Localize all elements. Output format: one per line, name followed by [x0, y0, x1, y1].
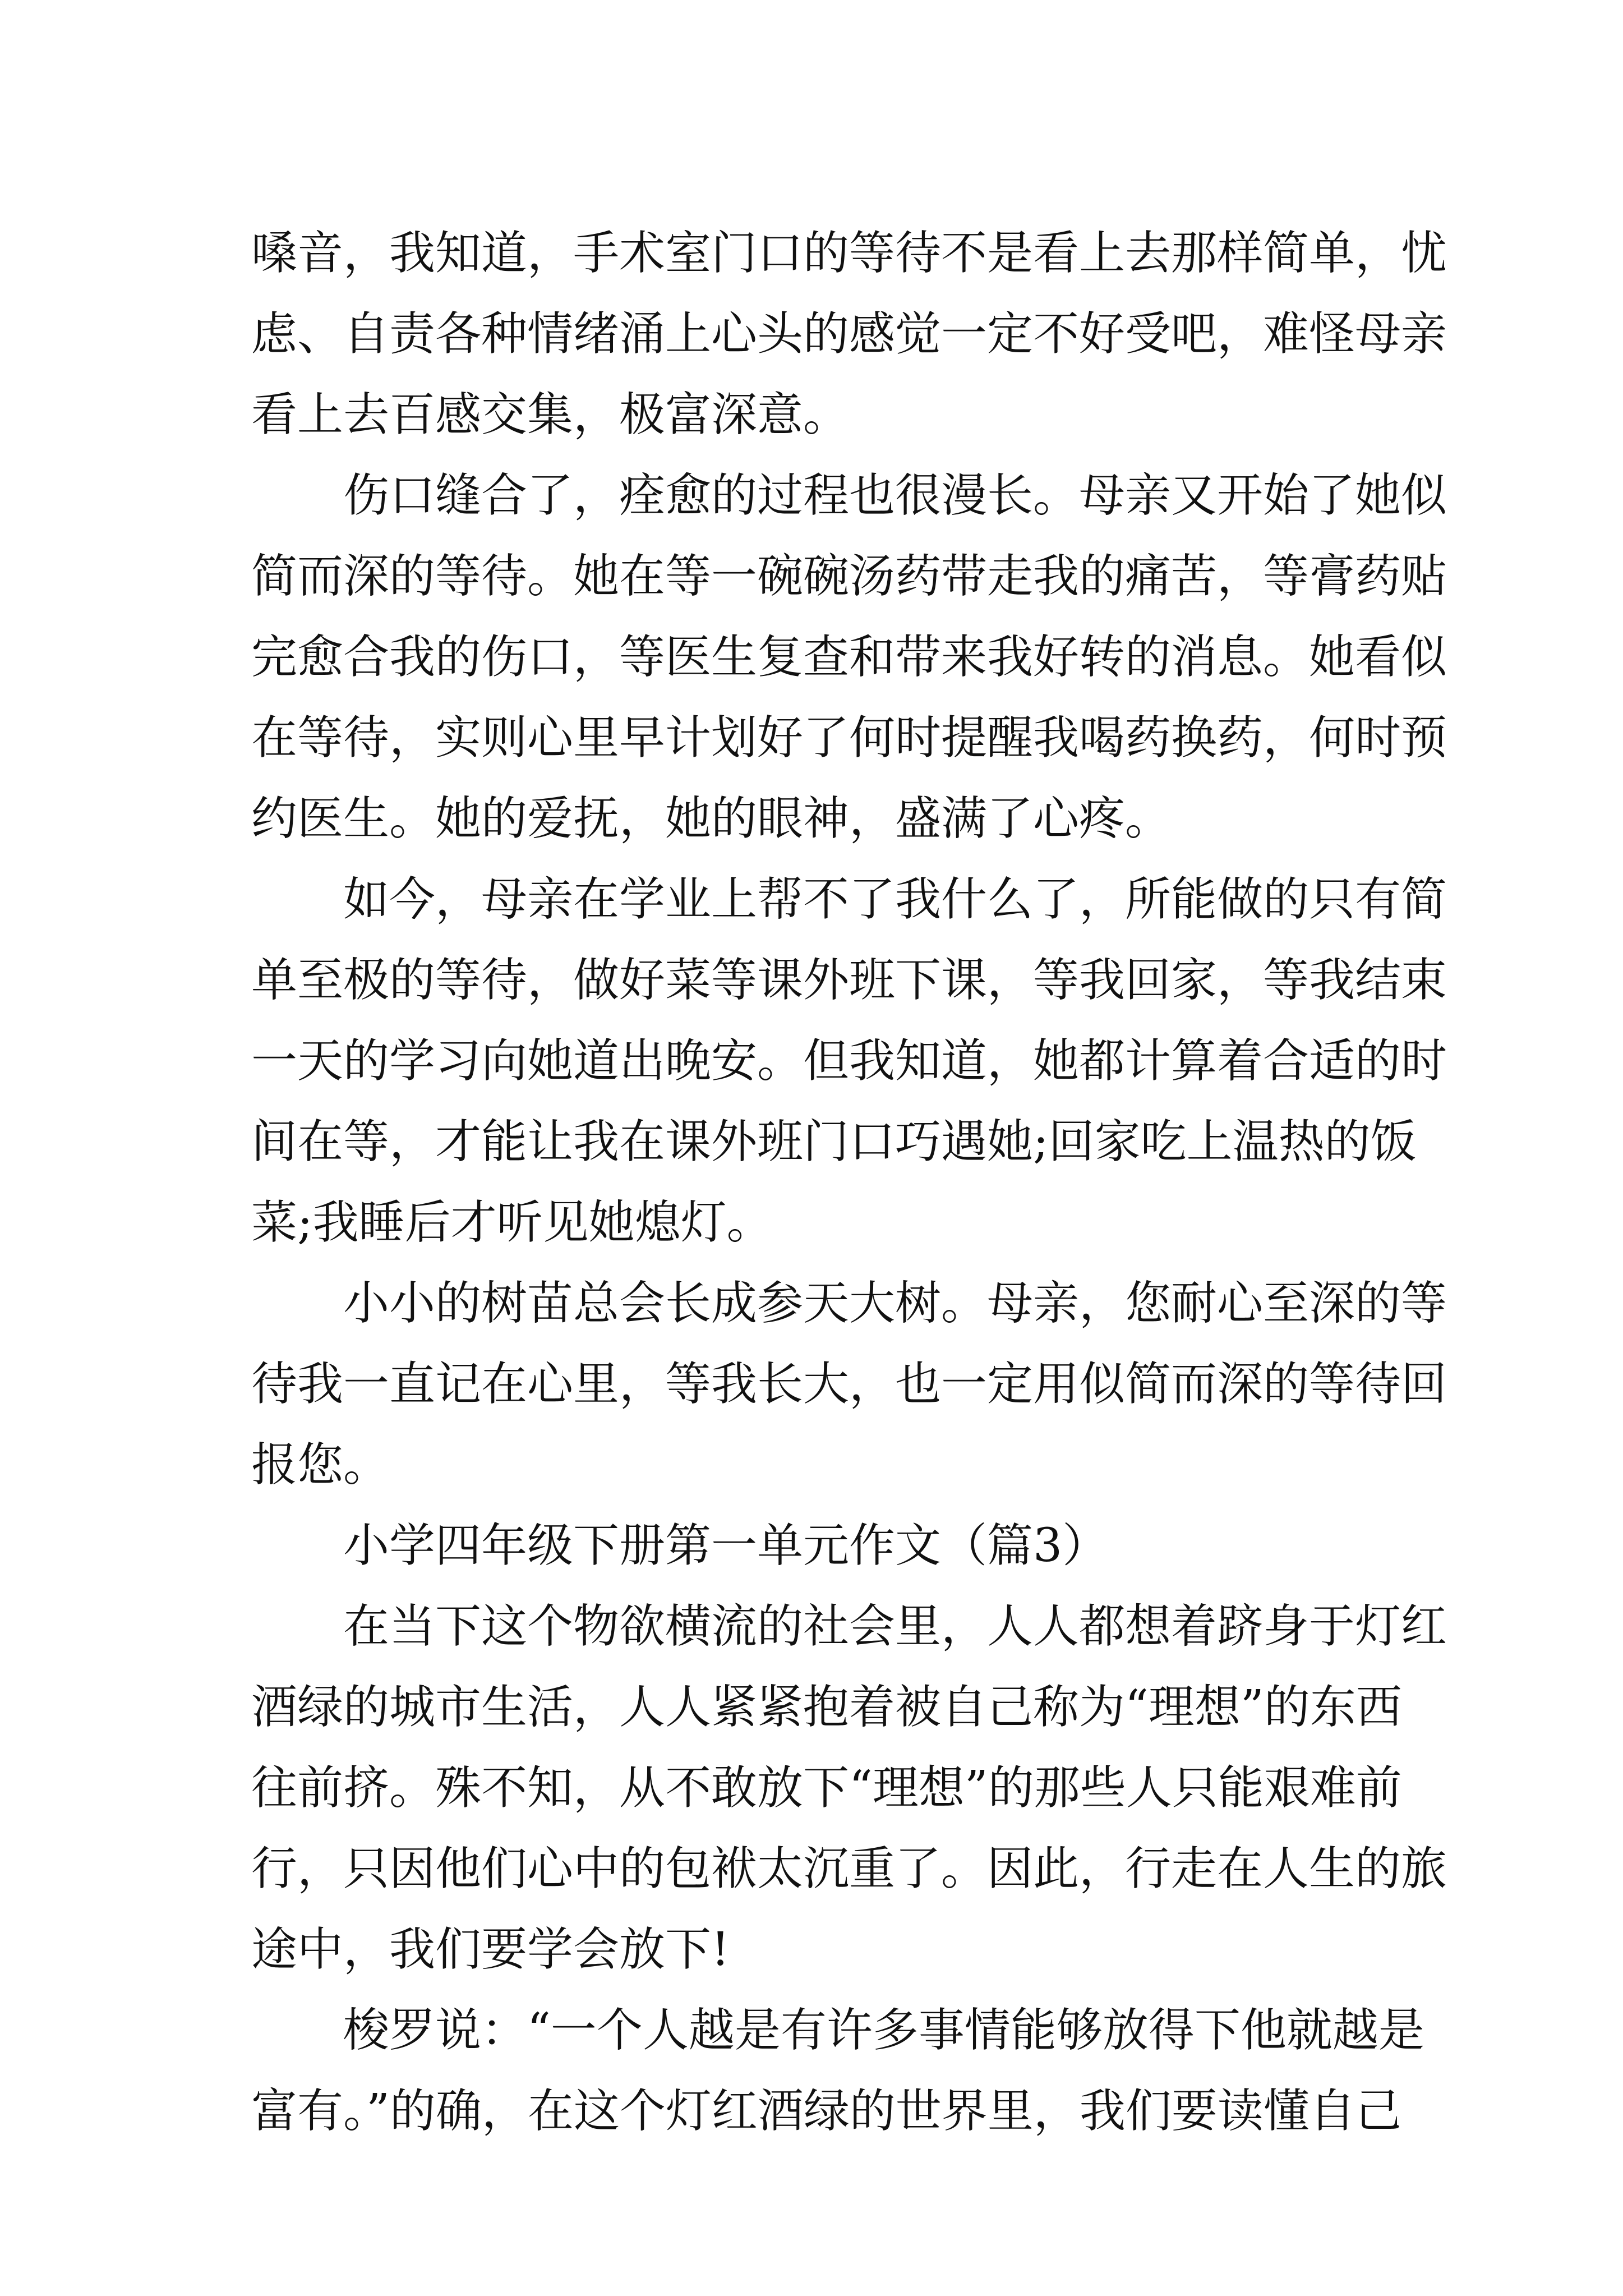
document-body [251, 213, 1447, 2152]
section-heading: 小学四年级下册第一单元作文（篇3） [343, 1519, 1109, 1572]
text-line: 嗓音，我知道，手术室门口的等待不是看上去那样简单，忧 [251, 227, 1447, 280]
text-line: 行，只因他们心中的包袱太沉重了。因此，行走在人生的旅 [251, 1842, 1447, 1895]
text-line: 单至极的等待，做好菜等课外班下课，等我回家，等我结束 [251, 954, 1447, 1007]
text-line: 富有。”的确，在这个灯红酒绿的世界里，我们要读懂自己 [251, 2085, 1401, 2138]
text-line: 虑、自责各种情绪涌上心头的感觉一定不好受吧，难怪母亲 [251, 307, 1447, 361]
text-line: 报您。 [251, 1438, 390, 1492]
text-line: 完愈合我的伤口，等医生复查和带来我好转的消息。她看似 [251, 631, 1447, 684]
text-line: 简而深的等待。她在等一碗碗汤药带走我的痛苦，等膏药贴 [251, 550, 1447, 603]
text-line: 酒绿的城市生活，人人紧紧抱着被自己称为“理想”的东西 [251, 1681, 1402, 1734]
paragraph-first-line: 梭罗说：“一个人越是有许多事情能够放得下他就越是 [343, 2004, 1424, 2057]
text-line: 在等待，实则心里早计划好了何时提醒我喝药换药，何时预 [251, 711, 1447, 765]
text-line: 途中，我们要学会放下! [251, 1923, 730, 1976]
paragraph-first-line: 伤口缝合了，痊愈的过程也很漫长。母亲又开始了她似 [343, 469, 1447, 522]
text-line: 约医生。她的爱抚，她的眼神，盛满了心疼。 [251, 792, 1172, 845]
paragraph-first-line: 如今，母亲在学业上帮不了我什么了，所能做的只有简 [343, 873, 1447, 926]
text-line: 看上去百感交集，极富深意。 [251, 388, 850, 441]
text-line: 往前挤。殊不知，从不敢放下“理想”的那些人只能艰难前 [251, 1761, 1402, 1815]
text-line: 间在等，才能让我在课外班门口巧遇她;回家吃上温热的饭 [251, 1115, 1417, 1168]
text-line: 待我一直记在心里，等我长大，也一定用似简而深的等待回 [251, 1358, 1447, 1411]
paragraph-first-line: 在当下这个物欲横流的社会里，人人都想着跻身于灯红 [343, 1600, 1447, 1653]
text-line: 一天的学习向她道出晚安。但我知道，她都计算着合适的时 [251, 1034, 1447, 1088]
text-line: 菜;我睡后才听见她熄灯。 [251, 1196, 773, 1249]
paragraph-first-line: 小小的树苗总会长成参天大树。母亲，您耐心至深的等 [343, 1277, 1447, 1330]
